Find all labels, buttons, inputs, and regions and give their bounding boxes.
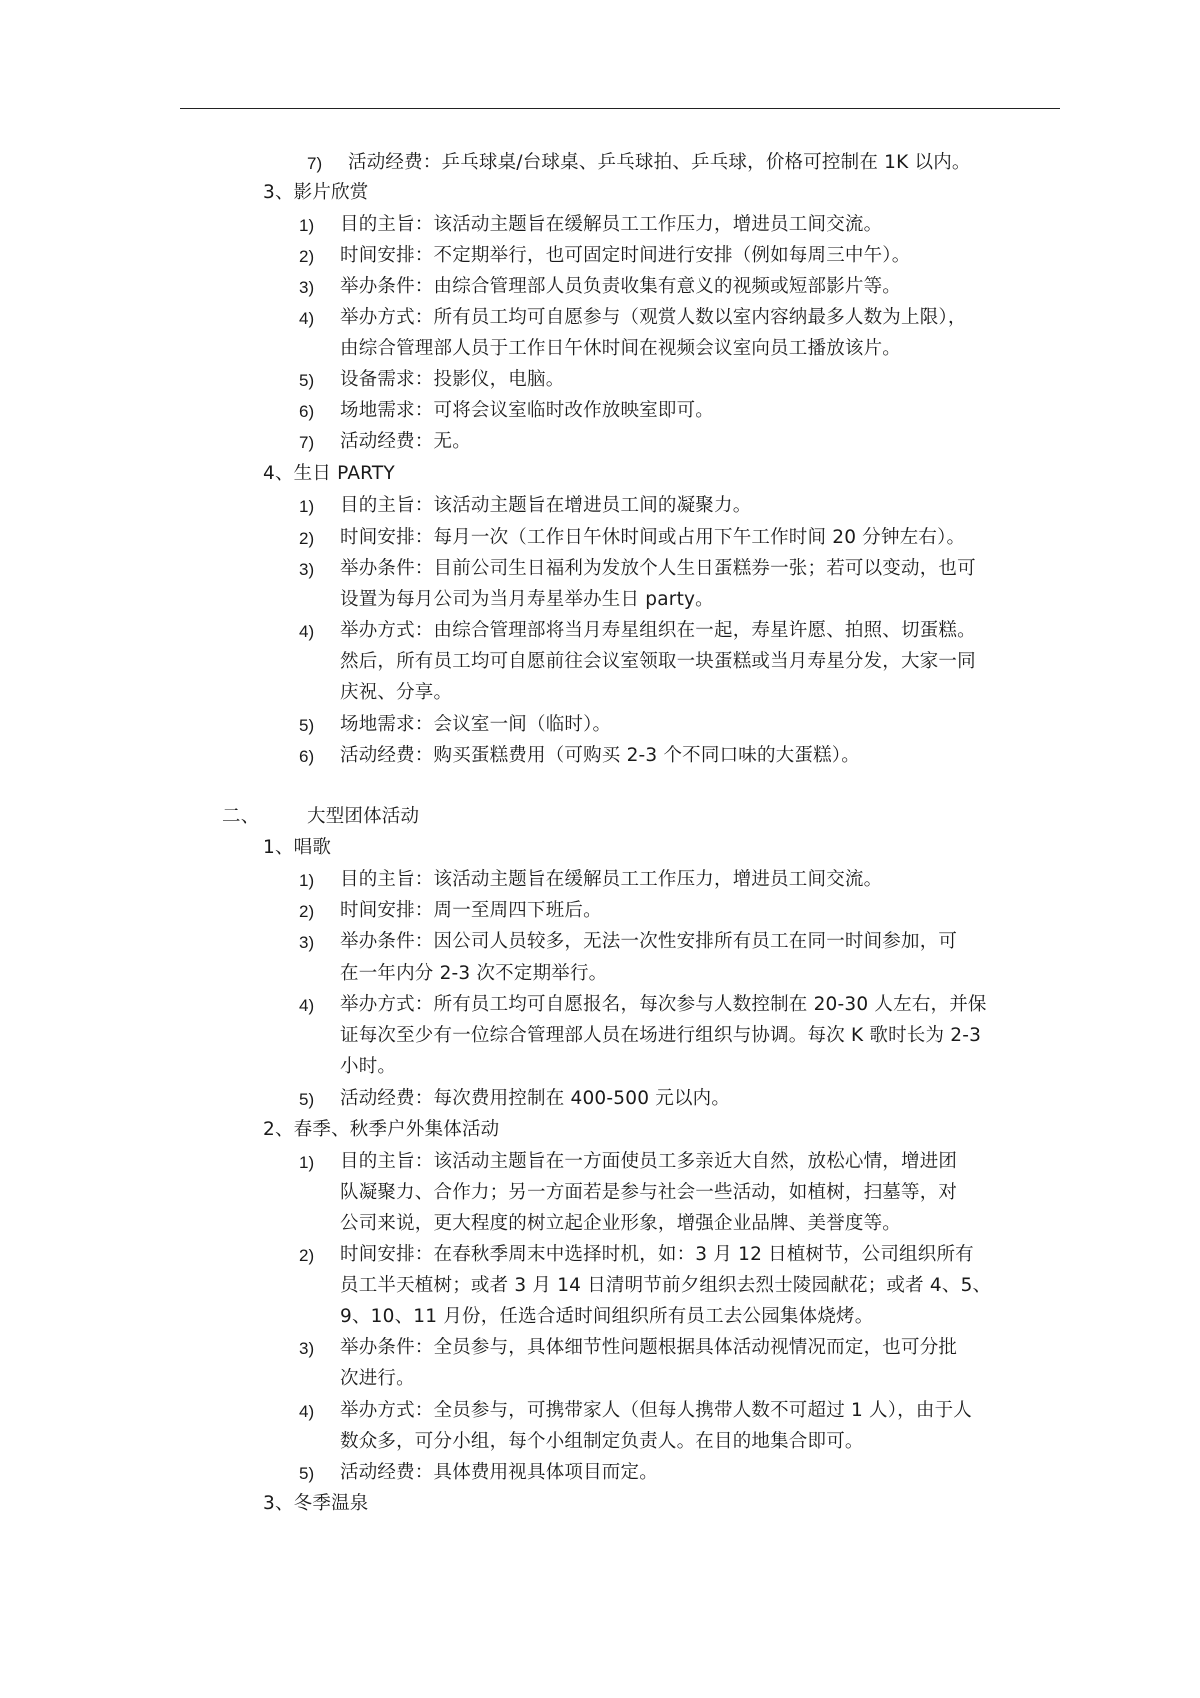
list-item-continuation: 证每次至少有一位综合管理部人员在场进行组织与协调。每次 K 歌时长为 2-3 <box>340 1025 982 1046</box>
list-number: 1) <box>299 497 315 516</box>
list-item-continuation: 在一年内分 2-3 次不定期举行。 <box>340 963 608 984</box>
subsection-heading: 3、冬季温泉 <box>263 1493 369 1514</box>
list-number: 3) <box>299 560 315 579</box>
list-item: 目的主旨：该活动主题旨在缓解员工工作压力，增进员工间交流。 <box>340 214 883 235</box>
list-item: 举办条件：目前公司生日福利为发放个人生日蛋糕券一张；若可以变动，也可 <box>340 558 976 579</box>
list-item: 时间安排：不定期举行，也可固定时间进行安排（例如每周三中午）。 <box>340 245 911 266</box>
header-rule <box>180 108 1060 109</box>
list-number: 4) <box>299 309 315 328</box>
section-title: 大型团体活动 <box>307 806 420 827</box>
list-number: 3) <box>299 1339 315 1358</box>
list-number: 2) <box>299 247 315 266</box>
list-item-continuation: 设置为每月公司为当月寿星举办生日 party。 <box>340 589 714 610</box>
list-item: 时间安排：周一至周四下班后。 <box>340 900 602 921</box>
list-item: 活动经费：购买蛋糕费用（可购买 2-3 个不同口味的大蛋糕）。 <box>340 745 860 766</box>
list-item: 场地需求：会议室一间（临时）。 <box>340 714 612 735</box>
list-item: 时间安排：每月一次（工作日午休时间或占用下午工作时间 20 分钟左右）。 <box>340 527 966 548</box>
list-item-continuation: 队凝聚力、合作力；另一方面若是参与社会一些活动，如植树，扫墓等，对 <box>340 1182 958 1203</box>
list-number: 5) <box>299 1464 315 1483</box>
list-item-continuation: 由综合管理部人员于工作日午休时间在视频会议室向员工播放该片。 <box>340 338 902 359</box>
subsection-heading: 4、生日 PARTY <box>263 463 395 484</box>
list-item: 目的主旨：该活动主题旨在增进员工间的凝聚力。 <box>340 495 752 516</box>
list-number: 6) <box>299 402 315 421</box>
list-item-continuation: 员工半天植树；或者 3 月 14 日清明节前夕组织去烈士陵园献花；或者 4、5、 <box>340 1275 992 1296</box>
list-item: 目的主旨：该活动主题旨在一方面使员工多亲近大自然，放松心情，增进团 <box>340 1151 958 1172</box>
list-number: 4) <box>299 1402 315 1421</box>
list-item: 举办方式：由综合管理部将当月寿星组织在一起，寿星许愿、拍照、切蛋糕。 <box>340 620 976 641</box>
list-item: 活动经费：乒乓球桌/台球桌、乒乓球拍、乒乓球，价格可控制在 1K 以内。 <box>348 152 971 173</box>
list-item: 时间安排：在春秋季周末中选择时机，如：3 月 12 日植树节，公司组织所有 <box>340 1244 974 1265</box>
list-item-continuation: 庆祝、分享。 <box>340 682 453 703</box>
list-item: 举办条件：由综合管理部人员负责收集有意义的视频或短部影片等。 <box>340 276 902 297</box>
list-number: 4) <box>299 622 315 641</box>
list-item: 举办方式：所有员工均可自愿报名，每次参与人数控制在 20-30 人左右，并保 <box>340 994 987 1015</box>
list-number: 4) <box>299 996 315 1015</box>
list-number: 5) <box>299 371 315 390</box>
list-number: 1) <box>299 871 315 890</box>
list-item: 举办条件：因公司人员较多，无法一次性安排所有员工在同一时间参加，可 <box>340 931 958 952</box>
list-item-continuation: 次进行。 <box>340 1368 415 1389</box>
list-number: 2) <box>299 1246 315 1265</box>
list-number: 6) <box>299 747 315 766</box>
list-item-continuation: 公司来说，更大程度的树立起企业形象，增强企业品牌、美誉度等。 <box>340 1213 902 1234</box>
list-item: 举办条件：全员参与，具体细节性问题根据具体活动视情况而定，也可分批 <box>340 1337 958 1358</box>
list-item: 活动经费：每次费用控制在 400-500 元以内。 <box>340 1088 731 1109</box>
list-item-continuation: 9、10、11 月份，任选合适时间组织所有员工去公园集体烧烤。 <box>340 1306 874 1327</box>
list-item: 活动经费：具体费用视具体项目而定。 <box>340 1462 658 1483</box>
list-number: 5) <box>299 716 315 735</box>
list-number: 5) <box>299 1090 315 1109</box>
list-number: 2) <box>299 902 315 921</box>
list-number: 1) <box>299 216 315 235</box>
subsection-heading: 2、春季、秋季户外集体活动 <box>263 1119 500 1140</box>
list-number: 7) <box>299 433 315 452</box>
list-number: 2) <box>299 529 315 548</box>
list-number: 3) <box>299 933 315 952</box>
list-item-continuation: 小时。 <box>340 1056 397 1077</box>
list-number: 7) <box>307 154 323 173</box>
list-item: 活动经费：无。 <box>340 431 471 452</box>
list-number: 3) <box>299 278 315 297</box>
list-item-continuation: 数众多，可分小组，每个小组制定负责人。在目的地集合即可。 <box>340 1431 864 1452</box>
subsection-heading: 1、唱歌 <box>263 837 332 858</box>
section-number: 二、 <box>222 806 260 827</box>
subsection-heading: 3、影片欣赏 <box>263 182 369 203</box>
list-item: 举办方式：全员参与，可携带家人（但每人携带人数不可超过 1 人），由于人 <box>340 1400 972 1421</box>
list-item: 场地需求：可将会议室临时改作放映室即可。 <box>340 400 715 421</box>
list-item: 设备需求：投影仪，电脑。 <box>340 369 565 390</box>
list-item: 举办方式：所有员工均可自愿参与（观赏人数以室内容纳最多人数为上限）， <box>340 307 967 328</box>
list-number: 1) <box>299 1153 315 1172</box>
list-item-continuation: 然后，所有员工均可自愿前往会议室领取一块蛋糕或当月寿星分发，大家一同 <box>340 651 976 672</box>
list-item: 目的主旨：该活动主题旨在缓解员工工作压力，增进员工间交流。 <box>340 869 883 890</box>
